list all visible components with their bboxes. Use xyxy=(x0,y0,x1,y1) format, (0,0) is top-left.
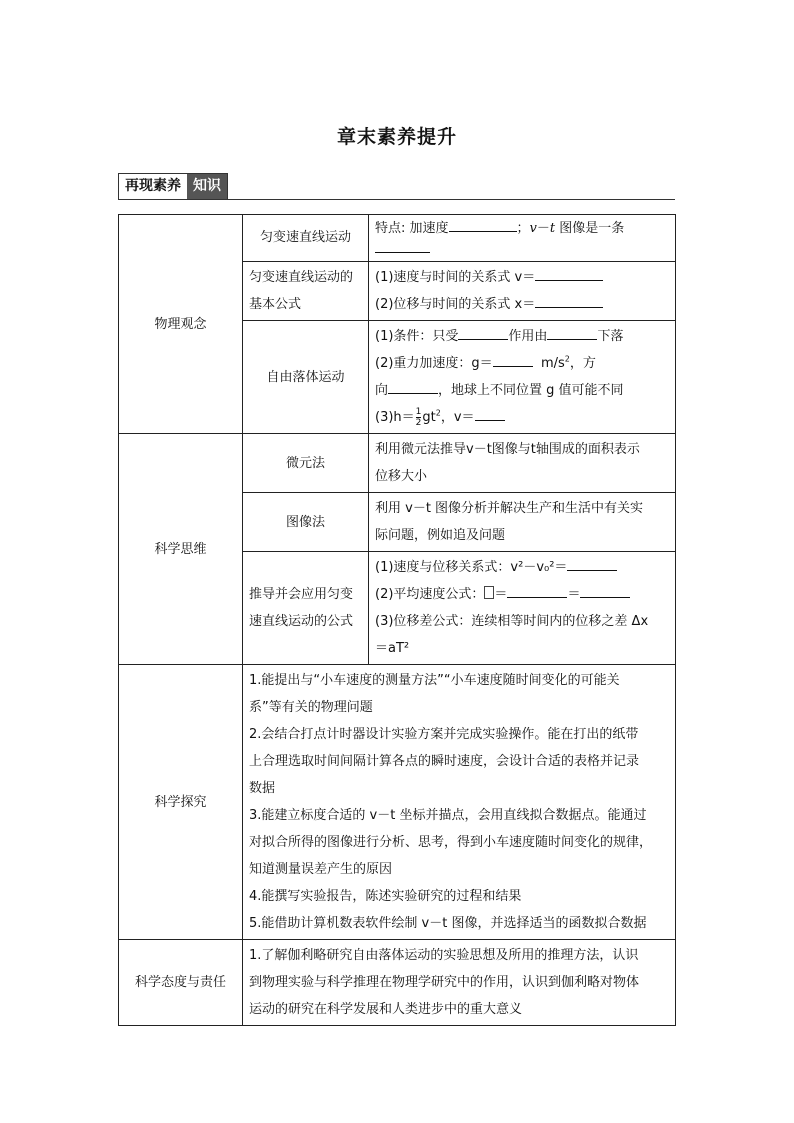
category-cell: 科学探究 xyxy=(119,665,243,940)
page-title: 章末素养提升 xyxy=(336,126,457,148)
fill-blank[interactable] xyxy=(547,325,597,340)
fill-blank[interactable] xyxy=(458,325,508,340)
fill-blank[interactable] xyxy=(449,217,517,232)
description-cell: (1)条件：只受 作用由 下落 (2)重力加速度：$g= m/s^2$，方 向 ，地球上不同位置 g 值可能不同 (3)h＝ $\frac{1}{2}$ $gt^2$，v＝ xyxy=(369,321,676,434)
subtopic-cell: 图像法 xyxy=(243,493,369,552)
fill-blank[interactable] xyxy=(375,238,430,253)
category-cell: 科学思维 xyxy=(119,434,243,665)
badge-tag: 知识 xyxy=(187,174,227,199)
fill-blank[interactable] xyxy=(475,406,505,421)
subtopic-cell: 推导并会应用匀变 速直线运动的公式 xyxy=(243,552,369,665)
fill-blank[interactable] xyxy=(535,293,603,308)
subtopic-cell: 自由落体运动 xyxy=(243,321,369,434)
summary-table xyxy=(118,214,676,1026)
description-cell: (1)速度与时间的关系式 v＝ (2)位移与时间的关系式 x＝ xyxy=(369,262,676,321)
fraction-half: $\frac{1}{2}$ xyxy=(415,407,422,428)
fill-blank[interactable] xyxy=(567,556,617,571)
table-row xyxy=(119,940,676,1026)
category-cell: 物理观念 xyxy=(119,215,243,434)
v-bar-symbol-icon xyxy=(484,586,494,599)
section-badge xyxy=(118,173,228,200)
description-cell: 利用 v－t 图像分析并解决生产和生活中有关实 际问题，例如追及问题 xyxy=(369,493,676,552)
description-cell: (1)速度与位移关系式：v²－v₀²＝ (2)平均速度公式： ＝ ＝ (3)位移差公式：连续相等时间内的位移之差 Δx ＝aT² xyxy=(369,552,676,665)
subtopic-cell: 微元法 xyxy=(243,434,369,493)
fill-blank[interactable] xyxy=(535,266,603,281)
fill-blank[interactable] xyxy=(388,379,438,394)
fill-blank[interactable] xyxy=(580,583,630,598)
subtopic-cell: 匀变速直线运动 xyxy=(243,215,369,262)
description-cell: 1.能提出与“小车速度的测量方法”“小车速度随时间变化的可能关 系”等有关的物理问题 2.会结合打点计时器设计实验方案并完成实验操作。能在打出的纸带 上合理选取时间间隔计算各点的瞬时速度，会设计合适的表格并记录 数据 3.能建立标度合适的 v－t 坐标并描点，会用直线拟合数据点。能通过 对拟合所得的图像进行分析、思考，得到小车速度随时间变化的规律， 知道测量误差产生的原因 4.能撰写实验报告，陈述实验研究的过程和结果 5.能借助计算机数表软件绘制 v－t 图像，并选择适当的函数拟合数据 xyxy=(243,665,676,940)
subtopic-cell: 匀变速直线运动的基本公式 xyxy=(243,262,369,321)
table-row xyxy=(119,665,676,940)
fill-blank[interactable] xyxy=(507,583,567,598)
description-cell: 特点: 加速度 ；v－t 图像是一条 xyxy=(369,215,676,262)
description-cell: 利用微元法推导v－t图像与t轴围成的面积表示 位移大小 xyxy=(369,434,676,493)
section-divider xyxy=(118,199,675,200)
category-cell: 科学态度与责任 xyxy=(119,940,243,1026)
table-row xyxy=(119,215,676,262)
description-cell: 1.了解伽利略研究自由落体运动的实验思想及所用的推理方法，认识 到物理实验与科学推理在物理学研究中的作用，认识到伽利略对物体 运动的研究在科学发展和人类进步中的重大意义 xyxy=(243,940,676,1026)
fill-blank[interactable] xyxy=(493,352,533,367)
badge-label: 再现素养 xyxy=(119,174,187,199)
table-row xyxy=(119,434,676,493)
